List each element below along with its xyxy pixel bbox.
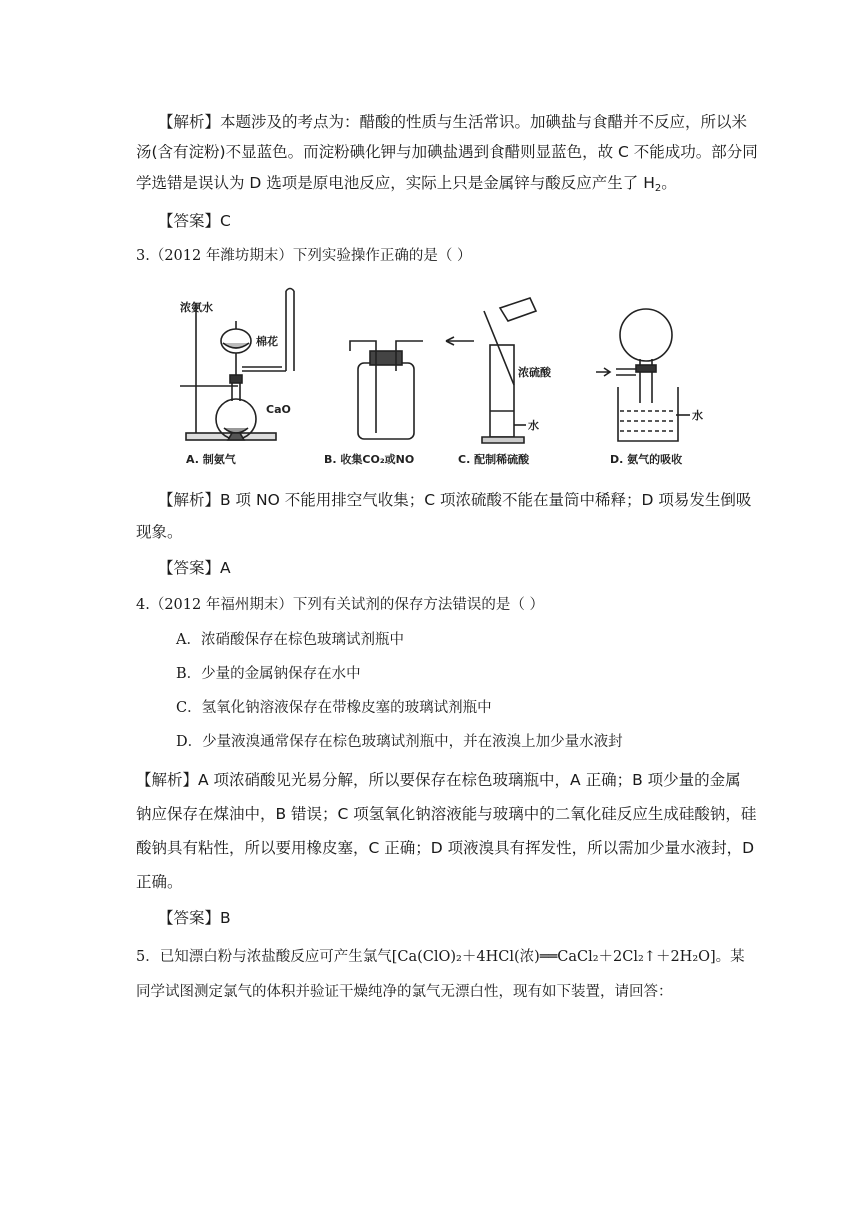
label-cao: CaO <box>266 403 291 416</box>
caption-c: C. 配制稀硫酸 <box>458 453 530 466</box>
caption-a: A. 制氨气 <box>186 453 236 466</box>
analysis-line-1: 【解析】本题涉及的考点为：醋酸的性质与生活常识。加碘盐与食醋并不反应，所以米 <box>158 113 748 131</box>
question-3-stem: 3.（2012 年潍坊期末）下列实验操作正确的是（ ） <box>136 248 472 264</box>
answer-1: 【答案】C <box>158 212 231 230</box>
question-3-analysis-line-1: 【解析】B 项 NO 不能用排空气收集；C 项浓硫酸不能在量筒中稀释；D 项易发生倒吸 <box>158 491 752 509</box>
question-4-analysis-line-3: 酸钠具有粘性，所以要用橡皮塞，C 正确；D 项液溴具有挥发性，所以需加少量水液封，D <box>136 839 755 857</box>
analysis-line-3-end: 。 <box>661 174 677 192</box>
question-4-option-c: C．氢氧化钠溶液保存在带橡皮塞的玻璃试剂瓶中 <box>176 700 492 716</box>
apparatus-figure <box>178 283 718 475</box>
question-4-answer: 【答案】B <box>158 909 231 927</box>
h2-subscript: 2 <box>654 183 662 194</box>
question-3-analysis-line-2: 现象。 <box>136 523 183 541</box>
question-4-analysis-line-1: 【解析】A 项浓硝酸见光易分解，所以要保存在棕色玻璃瓶中，A 正确；B 项少量的金属 <box>136 771 741 789</box>
label-cotton: 棉花 <box>256 335 278 348</box>
label-ammonia: 浓氨水 <box>180 301 213 314</box>
question-4-analysis-line-4: 正确。 <box>136 873 183 891</box>
analysis-line-2: 汤(含有淀粉)不显蓝色。而淀粉碘化钾与加碘盐遇到食醋则显蓝色，故 C 不能成功。部分同 <box>136 143 758 161</box>
analysis-line-3-text: 学选错是误认为 D 选项是原电池反应，实际上只是金属锌与酸反应产生了 H <box>136 174 655 192</box>
question-3-answer: 【答案】A <box>158 559 231 577</box>
question-5-line-1: 5．已知漂白粉与浓盐酸反应可产生氯气[Ca(ClO)₂＋4HCl(浓)══CaCl₂＋2Cl₂↑＋2H₂O]。某 <box>136 949 745 965</box>
caption-b: B. 收集CO₂或NO <box>324 453 415 466</box>
label-water-c: 水 <box>528 419 539 432</box>
question-4-stem: 4.（2012 年福州期末）下列有关试剂的保存方法错误的是（ ） <box>136 597 544 613</box>
label-water-d: 水 <box>692 409 703 422</box>
label-concentrated-sulfuric-acid: 浓硫酸 <box>518 366 551 379</box>
caption-d: D. 氨气的吸收 <box>610 453 683 466</box>
analysis-line-3 <box>136 172 677 200</box>
question-4-analysis-line-2: 钠应保存在煤油中，B 错误；C 项氢氧化钠溶液能与玻璃中的二氧化硅反应生成硅酸钠，硅 <box>136 805 757 823</box>
question-4-option-a: A．浓硝酸保存在棕色玻璃试剂瓶中 <box>176 632 404 648</box>
question-5-line-2: 同学试图测定氯气的体积并验证干燥纯净的氯气无漂白性，现有如下装置，请回答： <box>136 984 673 1000</box>
question-4-option-b: B．少量的金属钠保存在水中 <box>176 666 361 682</box>
question-4-option-d: D．少量液溴通常保存在棕色玻璃试剂瓶中，并在液溴上加少量水液封 <box>176 734 623 750</box>
